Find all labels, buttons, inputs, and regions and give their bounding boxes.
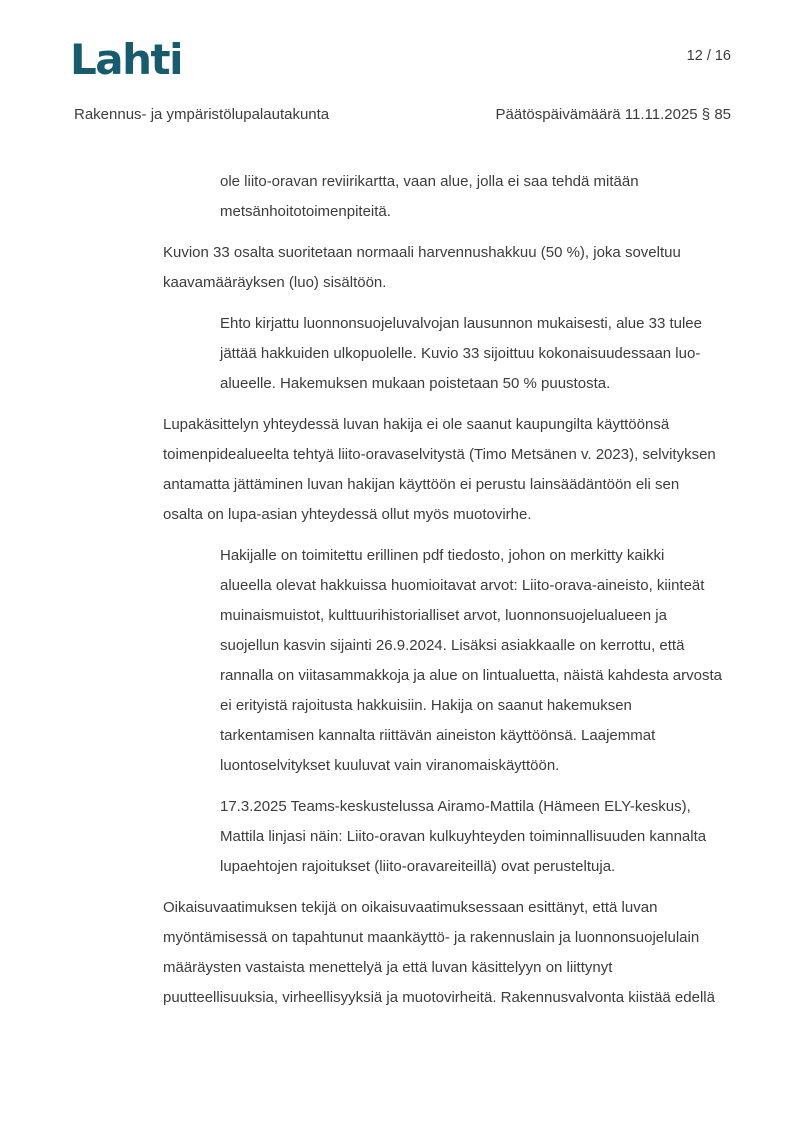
paragraph-line: Kuvion 33 osalta suoritetaan normaali harvennushakkuu (50 %), joka soveltuu [163,244,681,261]
paragraph-line: toimenpidealueelta tehtyä liito-oravaselvitystä (Timo Metsänen v. 2023), selvityksen [163,446,716,463]
paragraph-line: Mattila linjasi näin: Liito-oravan kulkuyhteyden toiminnallisuuden kannalta [220,828,707,845]
paragraph-line: Ehto kirjattu luonnonsuojeluvalvojan lausunnon mukaisesti, alue 33 tulee [220,315,702,332]
document-body [163,167,738,1024]
paragraph-line: suojellun kasvin sijainti 26.9.2024. Lisäksi asiakkaalle on kerrottu, että [220,637,685,654]
paragraph-line: ole liito-oravan reviirikartta, vaan alue, jolla ei saa tehdä mitään [220,173,639,190]
paragraph-line: 17.3.2025 Teams-keskustelussa Airamo-Mattila (Hämeen ELY-keskus), [220,798,691,815]
paragraph-line: lupaehtojen rajoitukset (liito-oravareiteillä) ovat perusteltuja. [220,858,616,875]
paragraph-line: myöntämisessä on tapahtunut maankäyttö- ja rakennuslain ja luonnonsuojelulain [163,929,700,946]
paragraph-line: puutteellisuuksia, virheellisyyksiä ja muotovirheitä. Rakennusvalvonta kiistää edellä [163,989,715,1006]
paragraph [163,410,738,530]
paragraph-line: alueelle. Hakemuksen mukaan poistetaan 50 % puustosta. [220,375,611,392]
paragraph-line: kaavamääräyksen (luo) sisältöön. [163,274,387,291]
decision-date: Päätöspäivämäärä 11.11.2025 § 85 [495,106,731,123]
document-header [74,106,731,123]
paragraph [163,167,738,227]
committee-name: Rakennus- ja ympäristölupalautakunta [74,106,330,123]
paragraph [163,541,738,781]
paragraph-line: jättää hakkuiden ulkopuolelle. Kuvio 33 sijoittuu kokonaisuudessaan luo- [220,345,701,362]
paragraph-line: tarkentamisen kannalta riittävän aineiston käyttöönsä. Laajemmat [220,727,656,744]
paragraph-line: Lupakäsittelyn yhteydessä luvan hakija ei ole saanut kaupungilta käyttöönsä [163,416,670,433]
paragraph [163,309,738,399]
paragraph-line: antamatta jättäminen luvan hakijan käyttöön ei perustu lainsäädäntöön eli sen [163,476,680,493]
paragraph-line: muinaismuistot, kulttuurihistorialliset arvot, luonnonsuojelualueen ja [220,607,667,624]
paragraph-line: määräysten vastaista menettelyä ja että luvan käsittelyyn on liittynyt [163,959,613,976]
paragraph-line: osalta on lupa-asian yhteydessä ollut myös muotovirhe. [163,506,532,523]
paragraph-line: alueella olevat hakkuissa huomioitavat arvot: Liito-orava-aineisto, kiinteät [220,577,705,594]
paragraph-line: rannalla on viitasammakkoja ja alue on lintualuetta, näistä kahdesta arvosta [220,667,722,684]
paragraph-line: metsänhoitotoimenpiteitä. [220,203,391,220]
paragraph-line: Hakijalle on toimitettu erillinen pdf tiedosto, johon on merkitty kaikki [220,547,665,564]
paragraph-line: Oikaisuvaatimuksen tekijä on oikaisuvaatimuksessaan esittänyt, että luvan [163,899,658,916]
lahti-logo: Lahti [70,35,182,84]
paragraph-line: luontoselvitykset kuuluvat vain viranomaiskäyttöön. [220,757,560,774]
page-number: 12 / 16 [686,48,731,64]
paragraph [163,893,738,1013]
paragraph [163,792,738,882]
paragraph-line: ei erityistä rajoitusta hakkuisiin. Hakija on saanut hakemuksen [220,697,632,714]
paragraph [163,238,738,298]
